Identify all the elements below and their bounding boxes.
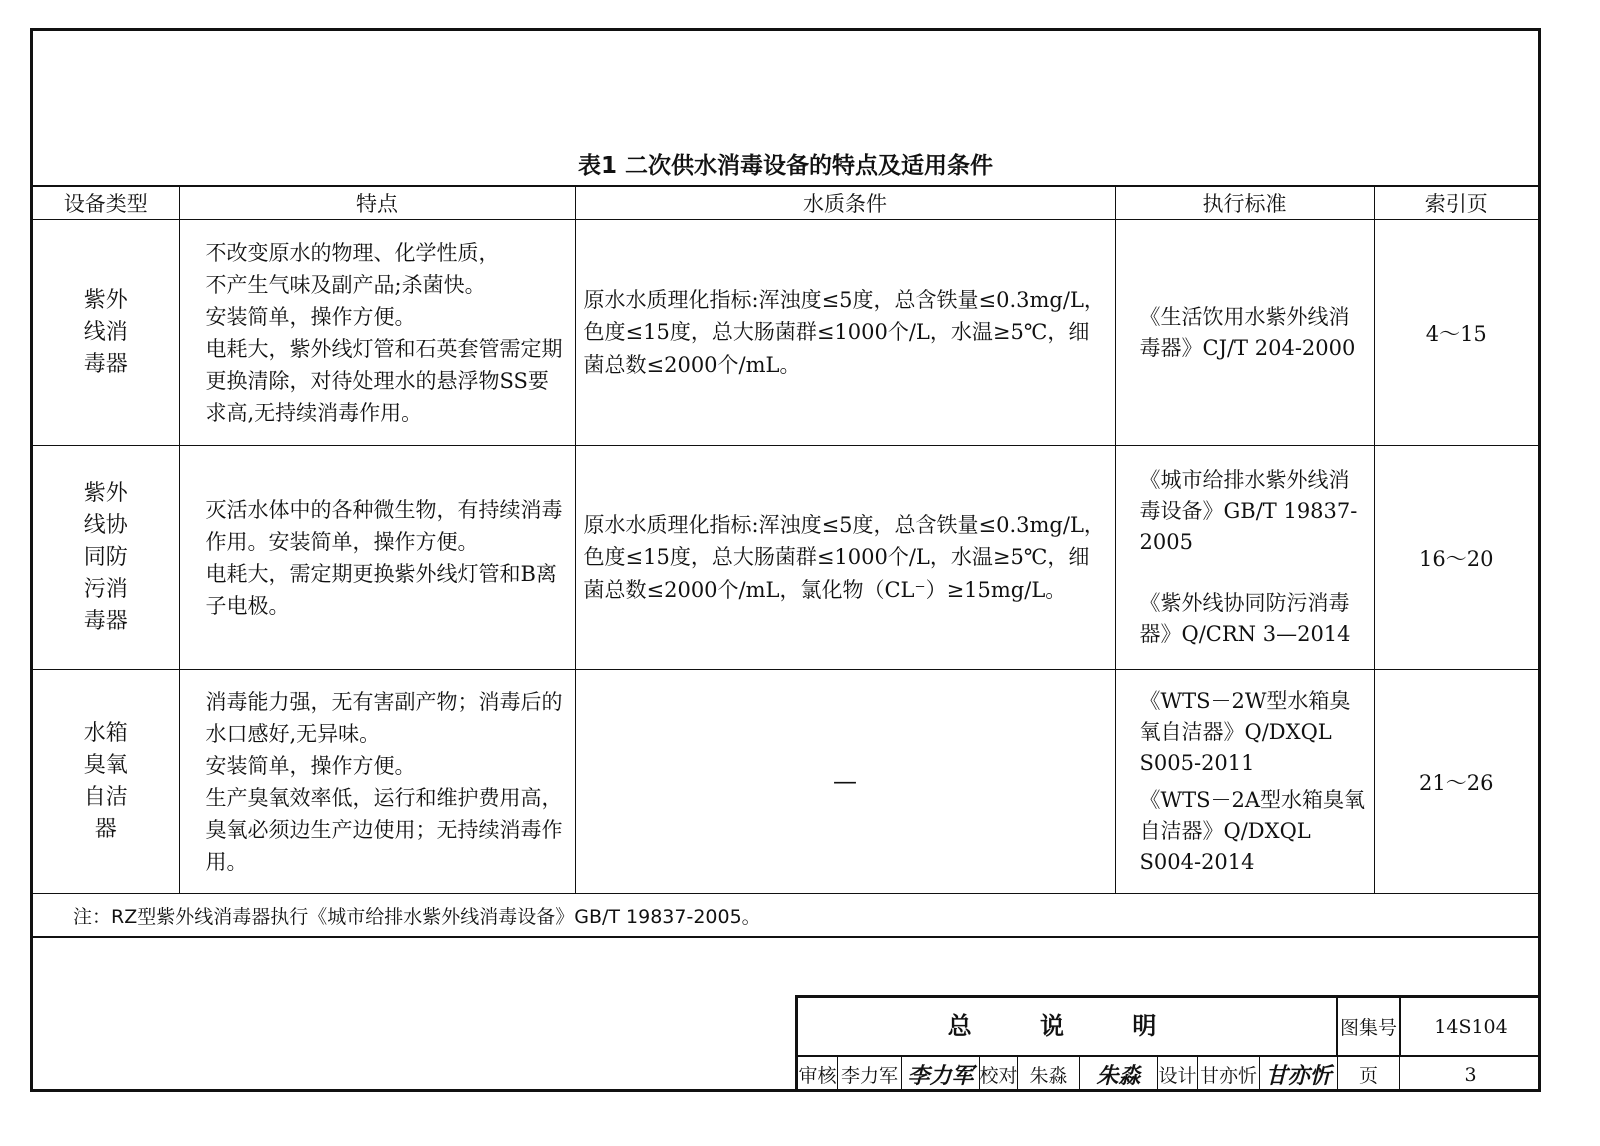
feature-line: 不产生气味及副产品;杀菌快。 <box>205 272 486 297</box>
equipment-type: 紫外线协同防污消毒器 <box>83 480 128 634</box>
feature-line: 安装简单，操作方便。 <box>205 753 416 778</box>
header-water-conditions: 水质条件 <box>575 186 1115 220</box>
atlas-number-label: 图集号 <box>1338 998 1400 1055</box>
header-standards: 执行标准 <box>1115 186 1374 220</box>
standard-ref: 《紫外线协同防污消毒器》Q/CRN 3—2014 <box>1139 591 1351 646</box>
standard-ref: 《城市给排水紫外线消毒设备》GB/T 19837-2005 <box>1139 468 1358 554</box>
note-row <box>33 894 1538 938</box>
equipment-type-cell <box>33 670 179 894</box>
disinfection-equipment-table <box>33 185 1538 938</box>
drawing-sheet <box>30 28 1541 1092</box>
designer-name: 甘亦忻 <box>1198 1057 1260 1092</box>
standards-cell <box>1115 446 1374 670</box>
feature-line: 生产臭氧效率低，运行和维护费用高，臭氧必须边生产边使用；无持续消毒作用。 <box>205 785 563 874</box>
index-page-cell: 16～20 <box>1374 446 1538 670</box>
table-row <box>33 670 1538 894</box>
standard-ref: 《生活饮用水紫外线消毒器》CJ/T 204-2000 <box>1139 304 1356 360</box>
feature-line: 电耗大，需定期更换紫外线灯管和B离子电极。 <box>205 561 557 618</box>
header-row <box>33 186 1538 220</box>
equipment-type: 紫外线消毒器 <box>83 287 128 377</box>
page-number: 3 <box>1464 1063 1477 1086</box>
standard-ref: 《WTS－2W型水箱臭氧自洁器》Q/DXQL S005-2011 <box>1139 688 1351 775</box>
equipment-type-cell <box>33 446 179 670</box>
header-index-page: 索引页 <box>1374 186 1538 220</box>
equipment-type: 水箱臭氧自洁器 <box>83 720 128 842</box>
water-conditions-cell: 原水水质理化指标:浑浊度≤5度，总含铁量≤0.3mg/L，色度≤15度，总大肠菌群≤1000个/L，水温≥5℃，细菌总数≤2000个/mL。 <box>575 220 1115 446</box>
reviewer-name: 李力军 <box>838 1057 902 1092</box>
atlas-number: 14S104 <box>1400 998 1541 1055</box>
title-block-top-row <box>798 998 1541 1057</box>
reviewer-signature: 李力军 <box>902 1057 980 1092</box>
equipment-type-cell <box>33 220 179 446</box>
features-cell <box>179 446 575 670</box>
standard-ref: 《WTS－2A型水箱臭氧自洁器》Q/DXQL S004-2014 <box>1139 787 1366 874</box>
title-block-signature-row <box>798 1057 1541 1092</box>
header-features: 特点 <box>179 186 575 220</box>
checker-signature: 朱淼 <box>1080 1057 1158 1092</box>
features-cell <box>179 220 575 446</box>
designer-signature: 甘亦忻 <box>1260 1057 1338 1092</box>
page-label: 页 <box>1338 1057 1400 1092</box>
feature-line: 不改变原水的物理、化学性质， <box>205 240 500 265</box>
checker-name: 朱淼 <box>1018 1057 1080 1092</box>
index-page-cell: 4～15 <box>1374 220 1538 446</box>
standards-cell <box>1115 220 1374 446</box>
table-row <box>33 220 1538 446</box>
review-label: 审核 <box>798 1057 838 1092</box>
feature-line: 电耗大，紫外线灯管和石英套管需定期更换清除，对待处理水的悬浮物SS要求高,无持续消毒作用。 <box>205 336 563 425</box>
standards-cell <box>1115 670 1374 894</box>
feature-line: 消毒能力强，无有害副产物；消毒后的水口感好,无异味。 <box>205 689 563 746</box>
table-title: 表1 二次供水消毒设备的特点及适用条件 <box>577 153 993 179</box>
feature-line: 灭活水体中的各种微生物，有持续消毒作用。安装简单，操作方便。 <box>205 497 563 554</box>
table-row <box>33 446 1538 670</box>
title-block <box>795 995 1541 1092</box>
water-conditions-cell: — <box>575 670 1115 894</box>
table-note: 注：RZ型紫外线消毒器执行《城市给排水紫外线消毒设备》GB/T 19837-2005。 <box>33 894 1538 938</box>
design-label: 设计 <box>1158 1057 1198 1092</box>
features-cell <box>179 670 575 894</box>
water-conditions-cell: 原水水质理化指标:浑浊度≤5度，总含铁量≤0.3mg/L，色度≤15度，总大肠菌群≤1000个/L，水温≥5℃，细菌总数≤2000个/mL，氯化物（CL⁻）≥15mg/L。 <box>575 446 1115 670</box>
index-page-cell: 21～26 <box>1374 670 1538 894</box>
check-label: 校对 <box>980 1057 1018 1092</box>
feature-line: 安装简单，操作方便。 <box>205 304 416 329</box>
drawing-title: 总 说 明 <box>798 998 1338 1055</box>
header-type: 设备类型 <box>33 186 179 220</box>
